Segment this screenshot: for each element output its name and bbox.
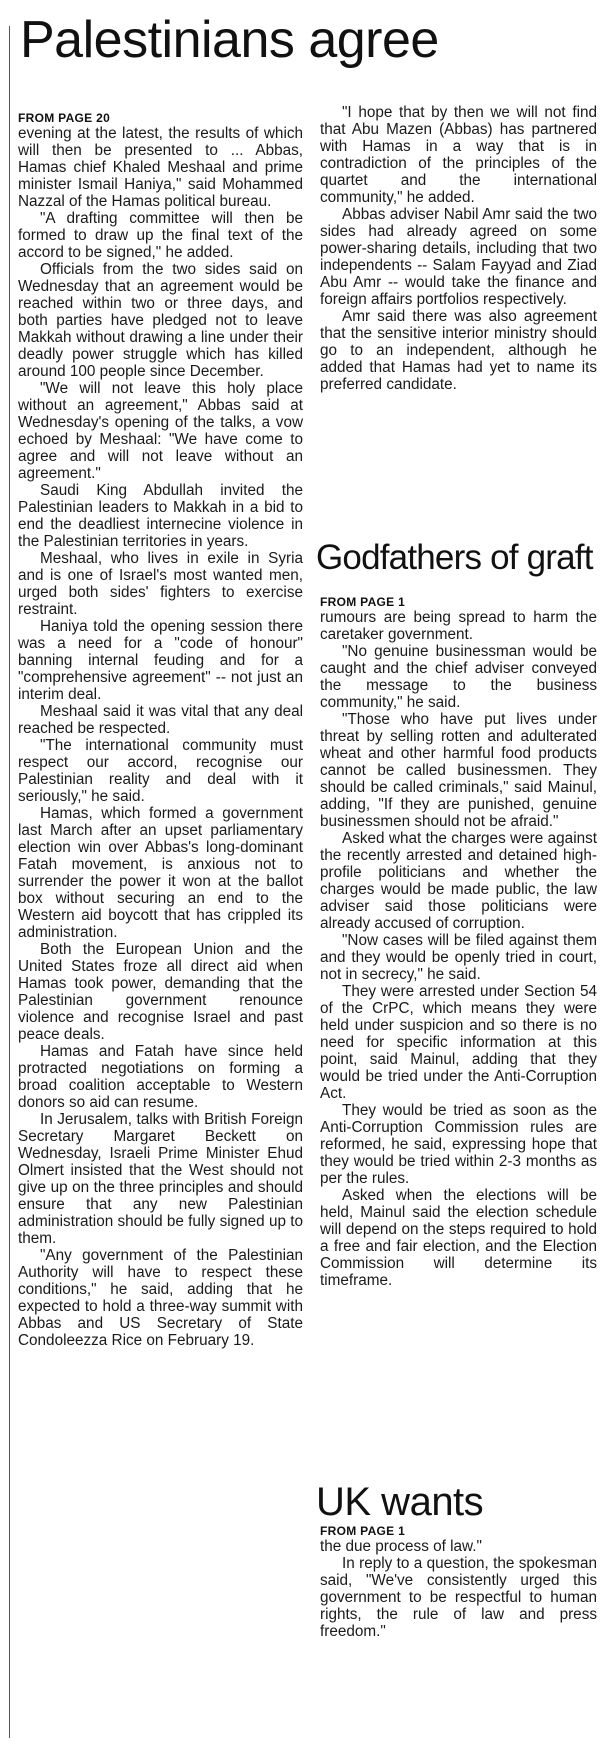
headline-palestinians-agree: Palestinians agree [20, 11, 439, 69]
article-paragraph: "I hope that by then we will not find that Abu Mazen (Abbas) has partnered with Hamas in a way that is in contradiction of the principles of the quartet and the international community," he added. [320, 104, 597, 206]
article-paragraph: Haniya told the opening session there was a need for a "code of honour" banning internal feuding and for a "comprehensive agreement" -- not just an interim deal. [18, 618, 303, 703]
article-paragraph: the due process of law." [320, 1538, 482, 1555]
article-paragraph: evening at the latest, the results of which will then be presented to ... Abbas, Hamas chief Khaled Meshaal and prime minister Ismail Haniya," said Mohammed Nazzal of the Hamas political bureau. [18, 125, 303, 210]
article-paragraph: Hamas, which formed a government last March after an upset parliamentary election win over Abbas's long-dominant Fatah movement, is anxious not to surrender the power it won at the ballot box without securing an end to the Western aid boycott that has crippled its administration. [18, 805, 303, 941]
article-uk-wants-body [320, 1525, 597, 1640]
article-paragraph: Officials from the two sides said on Wednesday that an agreement would be reached within two or three days, and both parties have pledged not to leave Makkah without drawing a line under their deadly power struggle which has killed around 100 people since December. [18, 261, 303, 380]
headline-godfathers-of-graft: Godfathers of graft [316, 538, 593, 577]
article-paragraph: Amr said there was also agreement that the sensitive interior ministry should go to an independent, although he added that Hamas had yet to name its preferred candidate. [320, 308, 597, 393]
article-paragraph: They were arrested under Section 54 of the CrPC, which means they were held under suspicion and so there is no need for specific information at this point, said Mainul, adding that they would be tried under the Anti-Corruption Act. [320, 983, 597, 1102]
article-paragraph: Hamas and Fatah have since held protracted negotiations on forming a broad coalition acceptable to Western donors so aid can resume. [18, 1043, 303, 1111]
article-paragraph: "A drafting committee will then be formed to draw up the final text of the accord to be signed," he added. [18, 210, 303, 261]
article-paragraph: "No genuine businessman would be caught and the chief adviser conveyed the message to the business community," he said. [320, 643, 597, 711]
kicker-from-page-1: FROM PAGE 1 [320, 595, 406, 609]
article-paragraph: They would be tried as soon as the Anti-Corruption Commission rules are reformed, he said, expressing hope that they would be tried within 2-3 months as per the rules. [320, 1102, 597, 1187]
article-paragraph: "Any government of the Palestinian Authority will have to respect these conditions," he said, adding that he expected to hold a three-way summit with Abbas and US Secretary of State Condoleezza Rice on February 19. [18, 1247, 303, 1349]
article-palestinians-column-2 [320, 104, 597, 393]
article-paragraph: "The international community must respect our accord, recognise our Palestinian reality and deal with it seriously," he said. [18, 737, 303, 805]
article-palestinians-column-1 [18, 112, 303, 1349]
article-paragraph: In Jerusalem, talks with British Foreign Secretary Margaret Beckett on Wednesday, Israeli Prime Minister Ehud Olmert insisted that the West should not give up on the three principles and should ensure that any new Palestinian administration should be fully signed up to them. [18, 1111, 303, 1247]
article-paragraph: Asked when the elections will be held, Mainul said the election schedule will depend on the steps required to hold a free and fair election, and the Election Commission will determine its timeframe. [320, 1187, 597, 1289]
article-paragraph: Meshaal said it was vital that any deal reached be respected. [18, 703, 303, 737]
article-paragraph: Saudi King Abdullah invited the Palestinian leaders to Makkah in a bid to end the deadliest internecine violence in the Palestinian territories in years. [18, 482, 303, 550]
kicker-from-page-1: FROM PAGE 1 [320, 1524, 406, 1538]
column-rule-left [9, 26, 10, 1738]
article-paragraph: "We will not leave this holy place without an agreement," Abbas said at Wednesday's opening of the talks, a vow echoed by Meshaal: "We have come to agree and will not leave without an agreement." [18, 380, 303, 482]
kicker-from-page-20: FROM PAGE 20 [18, 111, 111, 125]
headline-uk-wants: UK wants [316, 1480, 484, 1524]
article-paragraph: Meshaal, who lives in exile in Syria and is one of Israel's most wanted men, urged both sides' fighters to exercise restraint. [18, 550, 303, 618]
article-paragraph: In reply to a question, the spokesman said, "We've consistently urged this government to be respectful to human rights, the rule of law and press freedom." [320, 1555, 597, 1640]
article-paragraph: "Now cases will be filed against them and they would be openly tried in court, not in secrecy," he said. [320, 932, 597, 983]
article-paragraph: rumours are being spread to harm the caretaker government. [320, 609, 597, 643]
article-godfathers-body [320, 596, 597, 1289]
article-paragraph: Asked what the charges were against the recently arrested and detained high-profile politicians and whether the charges would be made public, the law adviser said those politicians were already accused of corruption. [320, 830, 597, 932]
article-paragraph: "Those who have put lives under threat by selling rotten and adulterated wheat and other harmful food products cannot be called businessmen. They should be called criminals," said Mainul, adding, "If they are punished, genuine businessmen should not be afraid." [320, 711, 597, 830]
article-paragraph: Abbas adviser Nabil Amr said the two sides had already agreed on some power-sharing details, including that two independents -- Salam Fayyad and Ziad Abu Amr -- would take the finance and foreign affairs portfolios respectively. [320, 206, 597, 308]
article-paragraph: Both the European Union and the United States froze all direct aid when Hamas took power, demanding that the Palestinian government renounce violence and recognise Israel and past peace deals. [18, 941, 303, 1043]
